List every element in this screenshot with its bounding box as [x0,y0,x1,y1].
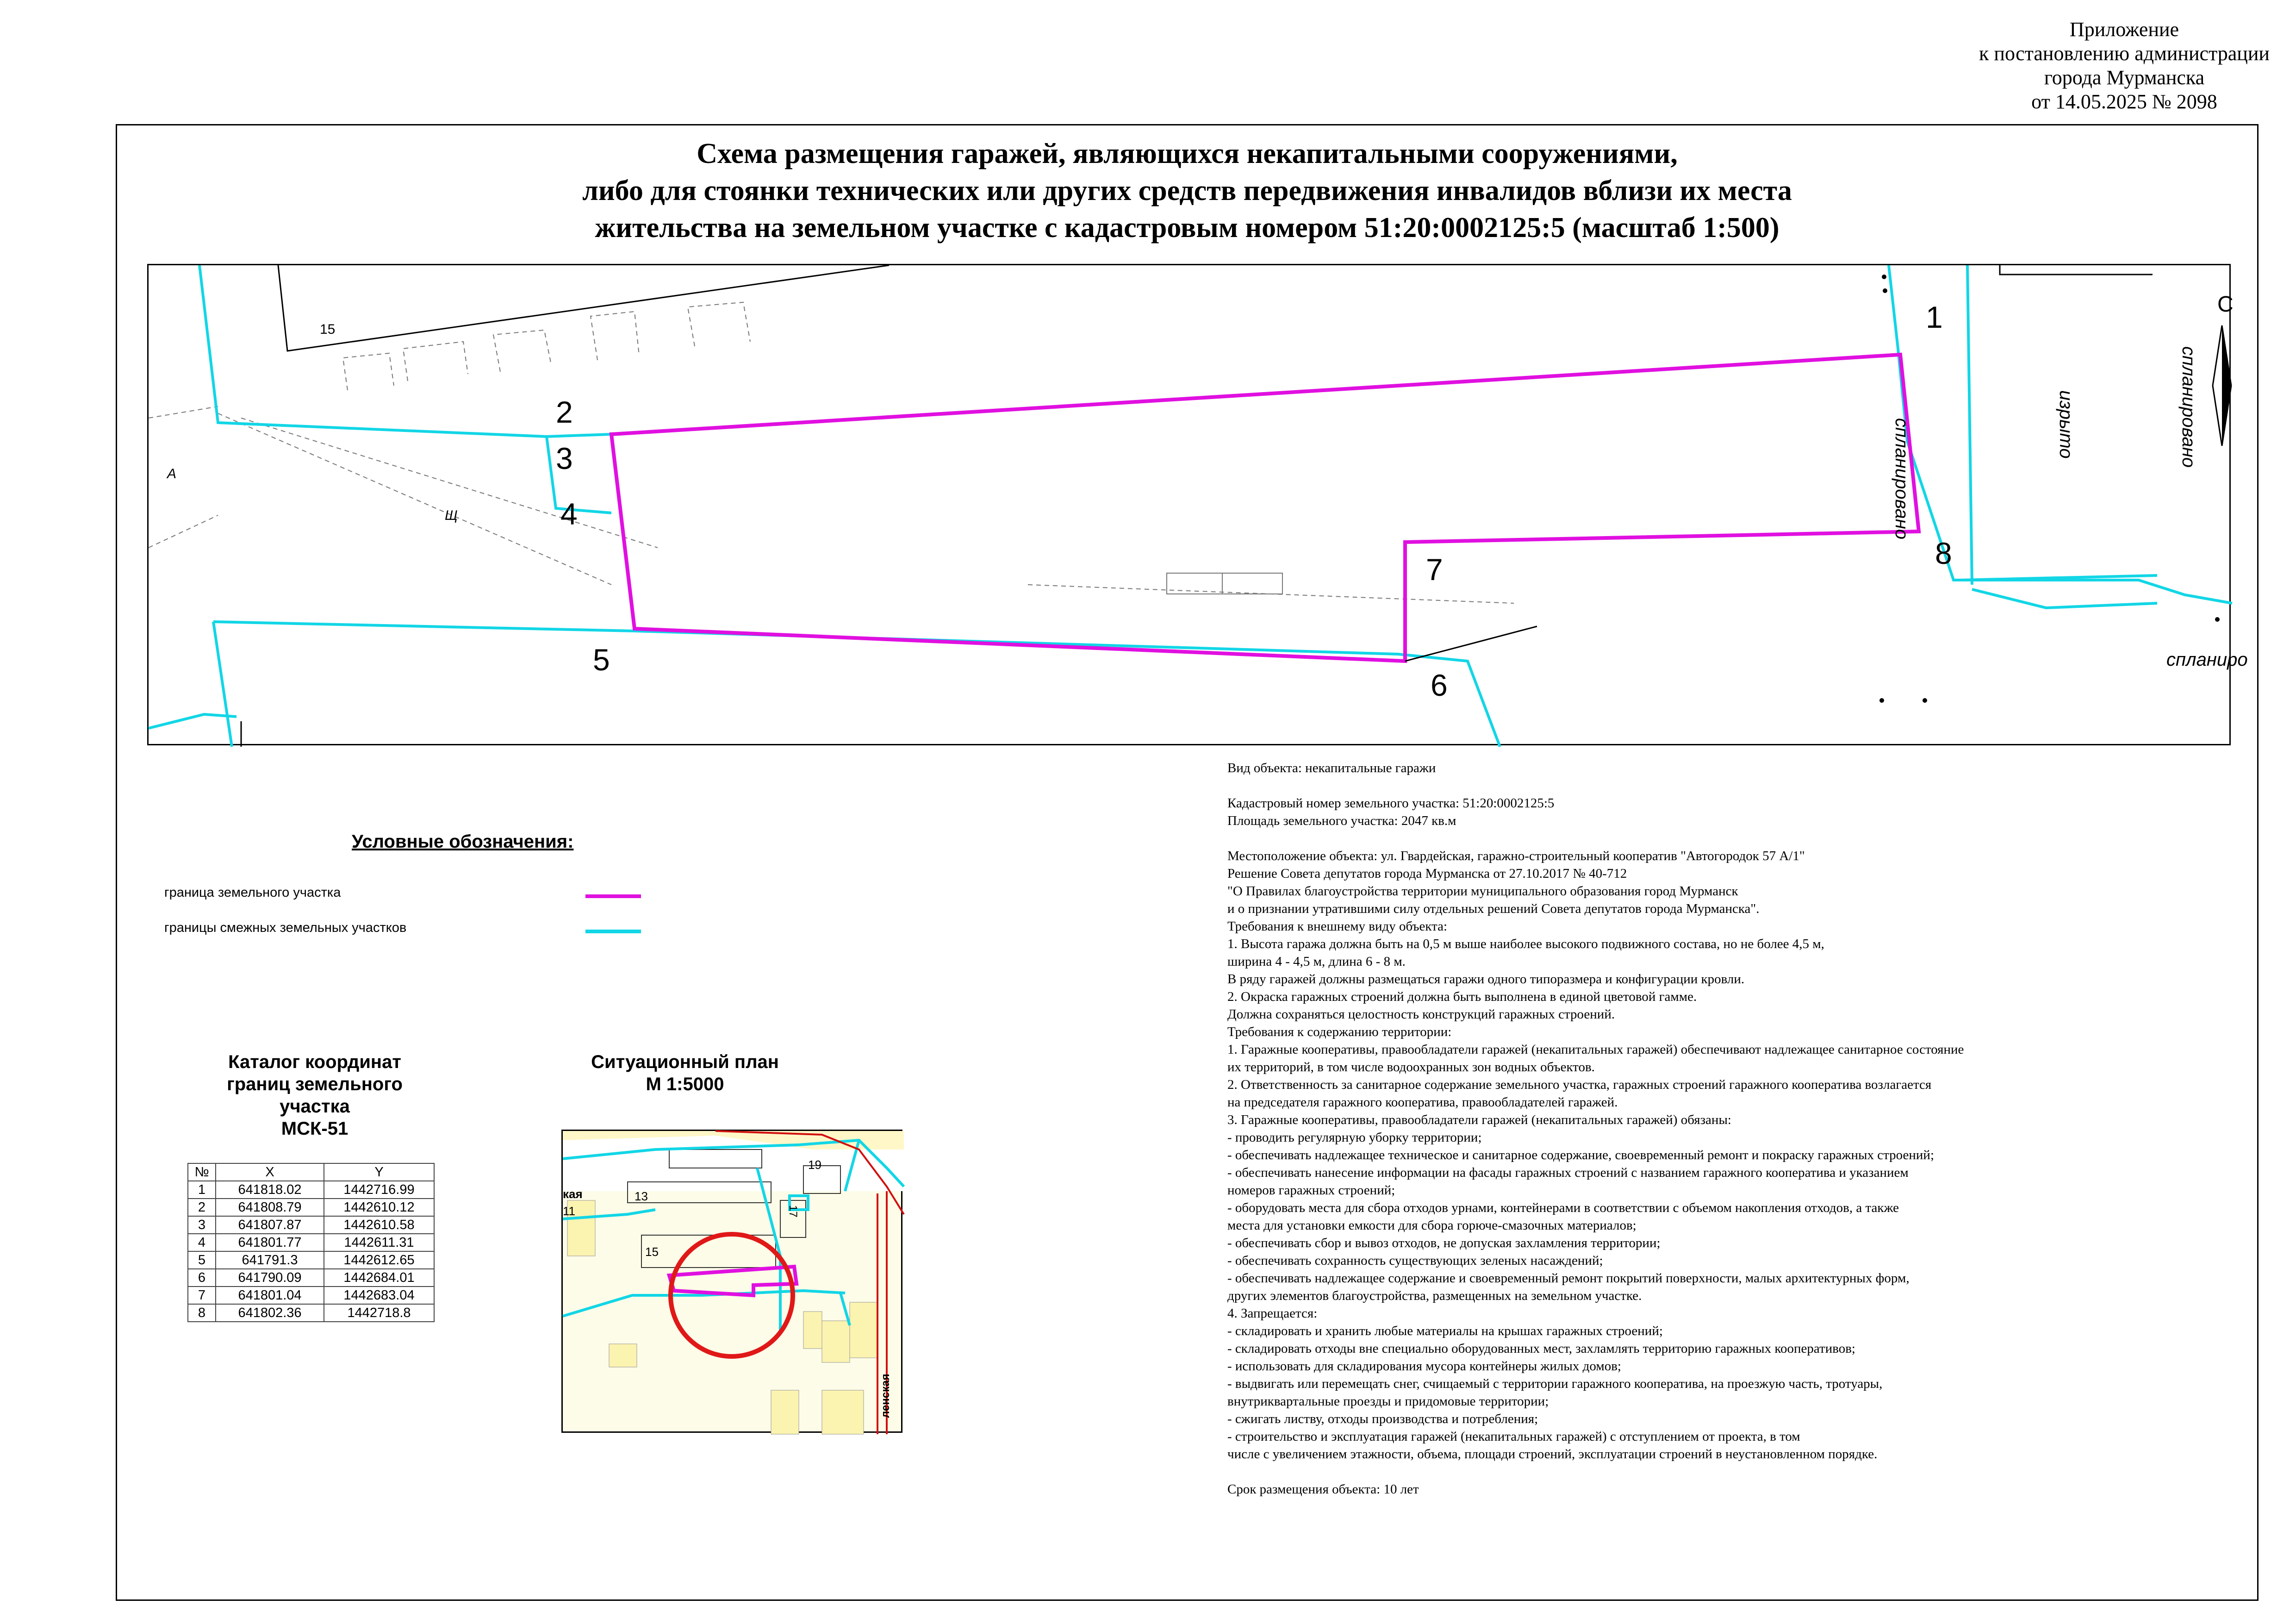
info-line: Требования к внешнему виду объекта: [1227,919,1448,934]
header-x: X [216,1163,324,1181]
building-outline [278,265,889,351]
terrain-label: спланировано [1892,418,1912,540]
info-line: Срок размещения объекта: 10 лет [1227,1482,1419,1497]
title-line: Схема размещения гаражей, являющихся некапитальными сооружениями, [697,138,1678,169]
point-label-2: 2 [556,395,573,429]
cell-no: 4 [188,1234,216,1251]
info-line: "О Правилах благоустройства территории муниципального образования город Мурманск [1227,884,1738,899]
info-line: Площадь земельного участка: 2047 кв.м [1227,813,1456,828]
appendix-line: Приложение [2069,18,2179,41]
point-label-6: 6 [1431,668,1448,702]
situation-title-line: М 1:5000 [646,1074,724,1094]
terrain-label: изрыто [2056,390,2076,459]
situation-plan-title [565,1051,805,1095]
cell-y: 1442610.58 [324,1216,434,1234]
map-canvas [149,265,2248,747]
legend-item-adjacent: границы смежных земельных участков [164,920,407,935]
situation-plan [561,1130,902,1433]
situation-label: 19 [808,1158,821,1172]
header-no: № [188,1163,216,1181]
situation-label: кая [563,1187,583,1201]
cell-x: 641818.02 [216,1181,324,1199]
info-line: - складировать отходы вне специально оборудованных мест, захламлять территорию гаражных кооперативов; [1227,1341,1855,1356]
table-row [188,1269,434,1287]
info-line: 1. Гаражные кооперативы, правообладатели гаражей (некапитальных гаражей) обеспечивают надлежащее санитарное состояние [1227,1042,1964,1057]
info-line: других элементов благоустройства, размещенных на земельном участке. [1227,1288,1642,1303]
cell-no: 5 [188,1251,216,1269]
info-line: - обеспечивать нанесение информации на фасады гаражных строений с названием гаражного кооператива и указанием [1227,1165,1909,1180]
appendix-line: города Мурманска [2044,66,2205,89]
info-line: - проводить регулярную уборку территории; [1227,1130,1482,1145]
info-line: - обеспечивать сохранность существующих зеленых насаждений; [1227,1253,1603,1268]
info-line: 4. Запрещается: [1227,1306,1318,1321]
info-line: - выдвигать или перемещать снег, счищаемый с территории гаражного кооператива, на проезжую часть, тротуары, [1227,1376,1883,1391]
house-number: 15 [320,322,336,337]
info-line: - сжигать листву, отходы производства и потребления; [1227,1412,1538,1426]
situation-label: ленская [879,1374,892,1418]
situation-label: 15 [645,1245,659,1259]
table-row [188,1216,434,1234]
table-header-row [188,1163,434,1181]
table-row [188,1181,434,1199]
catalog-title-line: границ земельного [227,1074,403,1094]
info-line: - использовать для складирования мусора контейнеры жилых домов; [1227,1359,1621,1374]
info-line: 2. Окраска гаражных строений должна быть выполнена в единой цветовой гамме. [1227,989,1697,1004]
table-row [188,1251,434,1269]
legend-swatch-parcel [585,894,641,898]
info-line: Вид объекта: некапитальные гаражи [1227,761,1436,775]
info-line: - обеспечивать надлежащее содержание и своевременный ремонт покрытий поверхности, малых архитектурных форм, [1227,1271,1910,1286]
table-row [188,1199,434,1216]
point-label-1: 1 [1926,300,1943,334]
info-spacer [1227,1463,2246,1480]
info-line: числе с увеличением этажности, объема, площади строений, эксплуатации строений в неустановленном порядке. [1227,1447,1878,1462]
object-info [1227,759,2246,1498]
adjacent-parcels [149,265,2232,747]
point-label-5: 5 [593,643,610,677]
cell-no: 8 [188,1304,216,1322]
small-structure [1167,573,1282,594]
table-row [188,1304,434,1322]
point-label-7: 7 [1426,552,1443,587]
situation-label: 11 [563,1204,575,1218]
map-letter: А [167,466,177,481]
catalog-title-line: Каталог координат [228,1052,401,1072]
north-label: С [2217,292,2234,317]
terrain-label: спланиро [2166,650,2248,670]
info-spacer [1227,830,2246,847]
info-line: Кадастровый номер земельного участка: 51:20:0002125:5 [1227,796,1555,811]
parcel-map [147,264,2248,745]
table-row [188,1234,434,1251]
info-line: места для установки емкости для сбора горюче-смазочных материалов; [1227,1218,1636,1233]
cell-x: 641791.3 [216,1251,324,1269]
info-line: - строительство и эксплуатация гаражей (некапитальных гаражей) с отступлением от проекта, в том [1227,1429,1800,1444]
info-line: Решение Совета депутатов города Мурманска от 27.10.2017 № 40-712 [1227,866,1627,881]
cell-y: 1442683.04 [324,1287,434,1304]
info-line: - обеспечивать надлежащее техническое и санитарное содержание, своевременный ремонт и покраску гаражных строений; [1227,1148,1935,1162]
situation-canvas [563,1131,904,1434]
info-line: номеров гаражных строений; [1227,1183,1395,1198]
catalog-title-line: МСК-51 [281,1118,348,1139]
info-line: - складировать и хранить любые материалы на крышах гаражных строений; [1227,1324,1663,1338]
cell-x: 641790.09 [216,1269,324,1287]
catalog-title [194,1051,435,1140]
info-line: внутриквартальные проезды и придомовые территории; [1227,1394,1549,1409]
info-line: Должна сохраняться целостность конструкций гаражных строений. [1227,1007,1615,1022]
terrain-label: спланировано [2178,346,2199,468]
info-line: - оборудовать места для сбора отходов урнами, контейнерами в соответствии с объемом накопления отходов, а также [1227,1200,1899,1215]
parcel-boundary [611,355,1919,661]
info-spacer [1227,777,2246,794]
cell-x: 641801.04 [216,1287,324,1304]
cell-y: 1442718.8 [324,1304,434,1322]
info-line: 1. Высота гаража должна быть на 0,5 м выше наиболее высокого подвижного состава, но не более 4,5 м, [1227,937,1824,951]
point-label-4: 4 [560,497,578,531]
cell-no: 6 [188,1269,216,1287]
appendix-header [1958,18,2291,114]
cell-no: 1 [188,1181,216,1199]
info-line: Требования к содержанию территории: [1227,1024,1452,1039]
info-line: 3. Гаражные кооперативы, правообладатели гаражей (некапитальных гаражей) обязаны: [1227,1112,1731,1127]
appendix-line: от 14.05.2025 № 2098 [2031,90,2217,113]
title-line: жительства на земельном участке с кадастровым номером 51:20:0002125:5 (масштаб 1:500) [595,212,1780,244]
cell-x: 641808.79 [216,1199,324,1216]
info-line: на председателя гаражного кооператива, правообладателей гаражей. [1227,1095,1618,1110]
info-line: и о признании утратившими силу отдельных решений Совета депутатов города Мурманска". [1227,901,1760,916]
legend-item-parcel: граница земельного участка [164,885,341,900]
table-row [188,1287,434,1304]
title-line: либо для стоянки технических или других средств передвижения инвалидов вблизи их места [582,175,1792,206]
info-line: Местоположение объекта: ул. Гвардейская, гаражно-строительный кооператив "Автогородок 57 А/1" [1227,849,1805,863]
cell-no: 2 [188,1199,216,1216]
cell-y: 1442611.31 [324,1234,434,1251]
catalog-title-line: участка [280,1096,350,1117]
situation-title-line: Ситуационный план [591,1052,779,1072]
coordinates-table [187,1163,435,1322]
cell-y: 1442684.01 [324,1269,434,1287]
map-letter: Щ [445,508,458,523]
info-line: ширина 4 - 4,5 м, длина 6 - 8 м. [1227,954,1406,969]
situation-label: 13 [635,1189,648,1203]
situation-label: 17 [787,1205,799,1218]
appendix-line: к постановлению администрации [1979,42,2270,65]
cell-y: 1442716.99 [324,1181,434,1199]
cell-x: 641801.77 [216,1234,324,1251]
legend-swatch-adjacent [585,930,641,933]
info-line: В ряду гаражей должны размещаться гаражи одного типоразмера и конфигурации кровли. [1227,972,1745,987]
header-y: Y [324,1163,434,1181]
info-line: - обеспечивать сбор и вывоз отходов, не допуская захламления территории; [1227,1236,1661,1250]
cell-no: 7 [188,1287,216,1304]
cell-y: 1442612.65 [324,1251,434,1269]
cell-no: 3 [188,1216,216,1234]
info-line: 2. Ответственность за санитарное содержание земельного участка, гаражных строений гаражного кооператива возлагается [1227,1077,1932,1092]
legend-title: Условные обозначения: [352,831,574,852]
scheme-title [116,135,2259,246]
point-label-8: 8 [1935,536,1952,570]
cell-x: 641807.87 [216,1216,324,1234]
info-line: их территорий, в том числе водоохранных зон водных объектов. [1227,1060,1595,1074]
cell-x: 641802.36 [216,1304,324,1322]
cell-y: 1442610.12 [324,1199,434,1216]
point-label-3: 3 [556,441,573,475]
dashed-structures [149,302,1514,603]
